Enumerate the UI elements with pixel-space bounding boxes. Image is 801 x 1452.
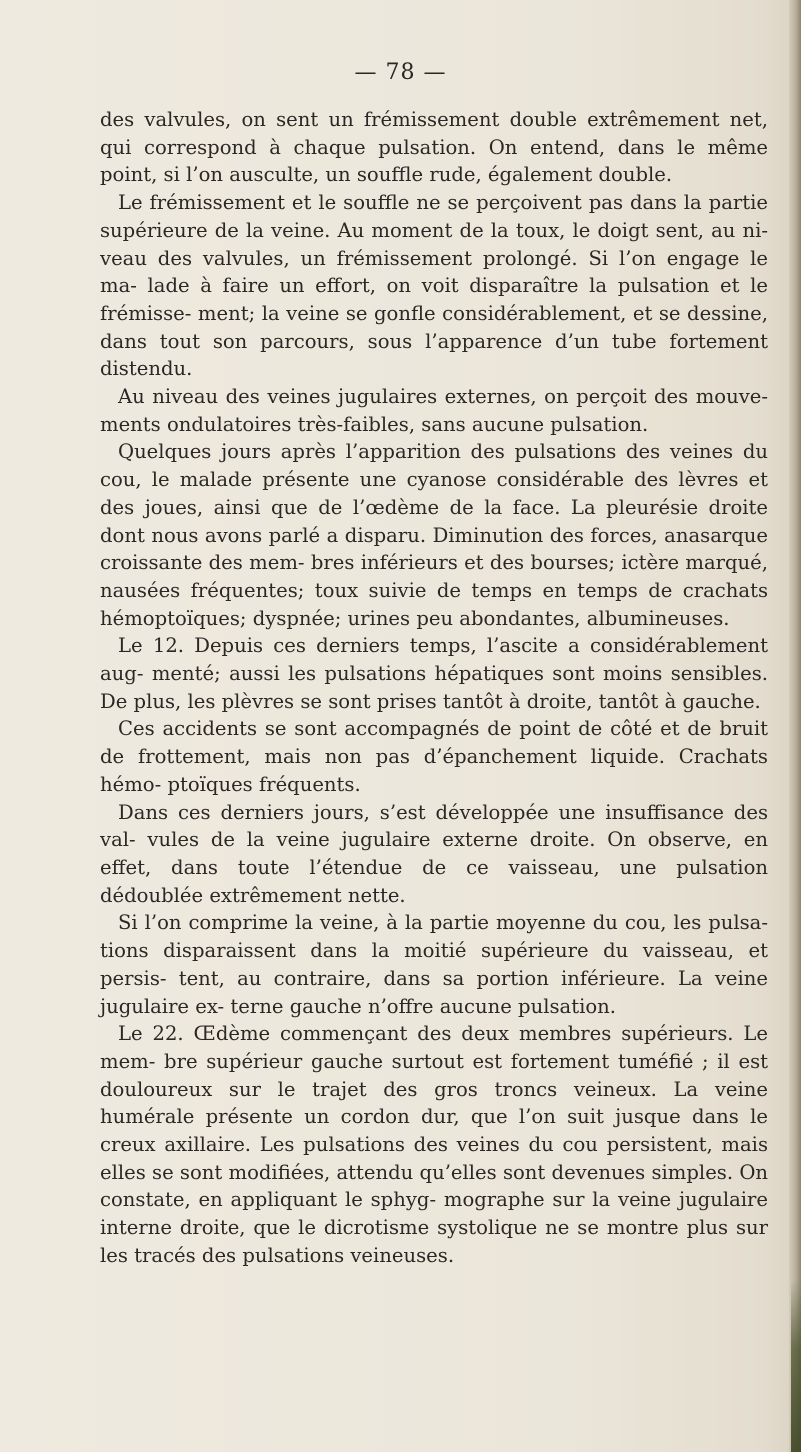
paragraph-8: Si l’on comprime la veine, à la partie moyenne du cou, les pulsa- tions disparaissent dans la moitié supérieure du vaisseau, et persis- tent, au contraire, dans sa portion inférieure. La veine jugulaire ex- terne gauche n’offre aucune pulsation. [100, 911, 768, 1018]
binding-edge [791, 1280, 801, 1452]
paragraph-5: Le 12. Depuis ces derniers temps, l’ascite a considérablement aug- menté; aussi les pulsations hépatiques sont moins sensibles. De plus, les plèvres se sont prises tantôt à droite, tantôt à gauche. [100, 634, 768, 713]
paragraph-7: Dans ces derniers jours, s’est développée une insuffisance des val- vules de la veine jugulaire externe droite. On observe, en effet, dans toute l’étendue de ce vaisseau, une pulsation dédoublée extrêmement nette. [100, 800, 768, 907]
body-text [100, 106, 768, 1270]
paragraph-2: Le frémissement et le souffle ne se perçoivent pas dans la partie supérieure de la veine. Au moment de la toux, le doigt sent, au ni- veau des valvules, un frémissement prolongé. Si l’on engage le ma- lade à faire un effort, on voit disparaître la pulsation et le frémisse- ment; la veine se gonfle considérablement, et se dessine, dans tout son parcours, sous l’apparence d’un tube fortement distendu. [100, 191, 768, 381]
paragraph-3: Au niveau des veines jugulaires externes, on perçoit des mouve- ments ondulatoires très-faibles, sans aucune pulsation. [100, 385, 768, 436]
paragraph-1: des valvules, on sent un frémissement double extrêmement net, qui correspond à chaque pulsation. On entend, dans le même point, si l’on ausculte, un souffle rude, également double. [100, 108, 768, 187]
paragraph-4: Quelques jours après l’apparition des pulsations des veines du cou, le malade présente une cyanose considérable des lèvres et des joues, ainsi que de l’œdème de la face. La pleurésie droite dont nous avons parlé a disparu. Diminution des forces, anasarque croissante des mem- bres inférieurs et des bourses; ictère marqué, nausées fréquentes; toux suivie de temps en temps de crachats hémoptoïques; dyspnée; urines peu abondantes, albumineuses. [100, 440, 768, 630]
paragraph-9: Le 22. Œdème commençant des deux membres supérieurs. Le mem- bre supérieur gauche surtout est fortement tuméfié ; il est douloureux sur le trajet des gros troncs veineux. La veine humérale présente un cordon dur, que l’on suit jusque dans le creux axillaire. Les pulsations des veines du cou persistent, mais elles se sont modifiées, attendu qu’elles sont devenues simples. On constate, en appliquant le sphyg- mographe sur la veine jugulaire interne droite, que le dicrotisme systolique ne se montre plus sur les tracés des pulsations veineuses. [100, 1022, 768, 1267]
page-number: — 78 — [354, 60, 447, 85]
paragraph-6: Ces accidents se sont accompagnés de point de côté et de bruit de frottement, mais non pas d’épanchement liquide. Crachats hémo- ptoïques fréquents. [100, 717, 768, 796]
page-edge-shadow [789, 0, 801, 1452]
